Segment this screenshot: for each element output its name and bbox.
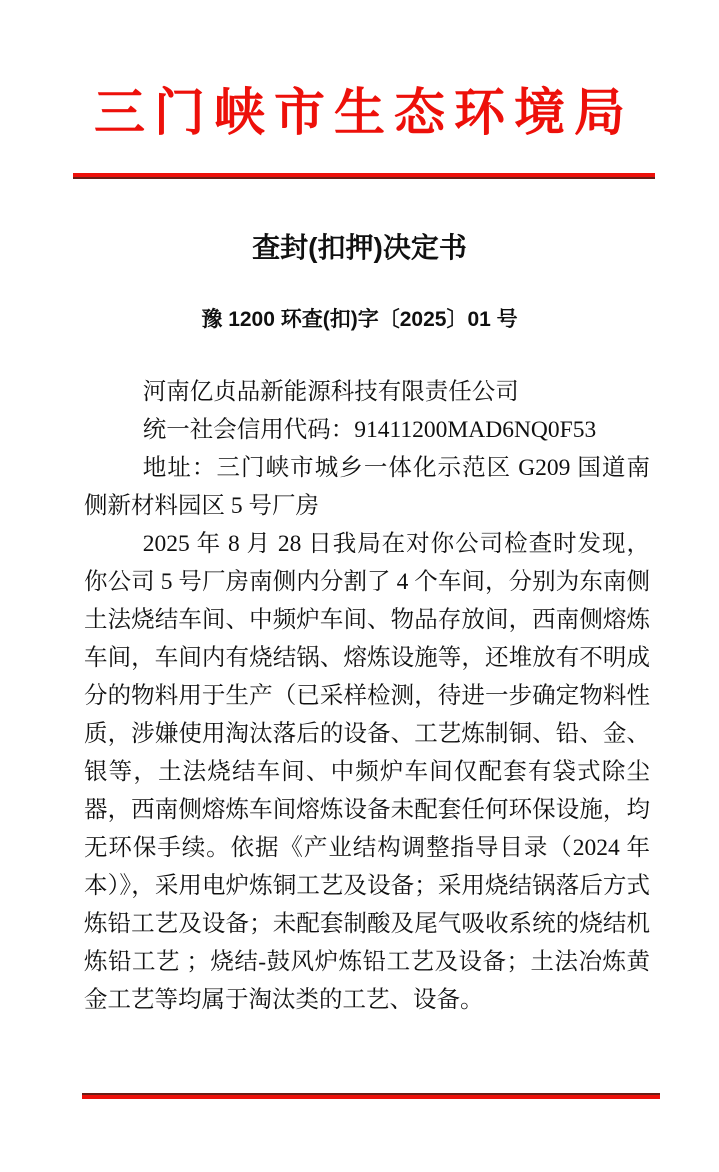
document-title: 查封(扣押)决定书 bbox=[252, 232, 467, 263]
document-page bbox=[0, 84, 719, 1172]
footer-double-rule bbox=[82, 1093, 660, 1099]
paragraph-company-name: 河南亿贞品新能源科技有限责任公司 bbox=[142, 379, 519, 405]
org-name-header: 三门峡市生态环境局 bbox=[93, 86, 634, 142]
document-body bbox=[84, 373, 650, 1019]
paragraph-credit-code: 统一社会信用代码：91411200MAD6NQ0F53 bbox=[142, 417, 597, 443]
paragraph-address: 地址：三门峡市城乡一体化示范区 G209 国道南侧新材料园区 5 号厂房 bbox=[84, 455, 650, 519]
header-double-rule bbox=[73, 173, 655, 179]
document-number: 豫 1200 环查(扣)字〔2025〕01 号 bbox=[201, 308, 518, 331]
paragraph-findings: 2025 年 8 月 28 日我局在对你公司检查时发现，你公司 5 号厂房南侧内分割了 4 个车间，分别为东南侧土法烧结车间、中频炉车间、物品存放间，西南侧熔炼车间，车间内有烧结锅、熔炼设施等，还堆放有不明成分的物料用于生产（已采样检测，待进一步确定物料性质，涉嫌使用淘汰落后的设备、工艺炼制铜、铅、金、银等，土法烧结车间、中频炉车间仅配套有袋式除尘器，西南侧熔炼车间熔炼设备未配套任何环保设施，均无环保手续。依据《产业结构调整指导目录（2024 年本）》，采用电炉炼铜工艺及设备；采用烧结锅落后方式炼铅工艺及设备；未配套制酸及尾气吸收系统的烧结机炼铅工艺 ；烧结-鼓风炉炼铅工艺及设备；土法冶炼黄金工艺等均属于淘汰类的工艺、设备。 bbox=[84, 531, 650, 1013]
